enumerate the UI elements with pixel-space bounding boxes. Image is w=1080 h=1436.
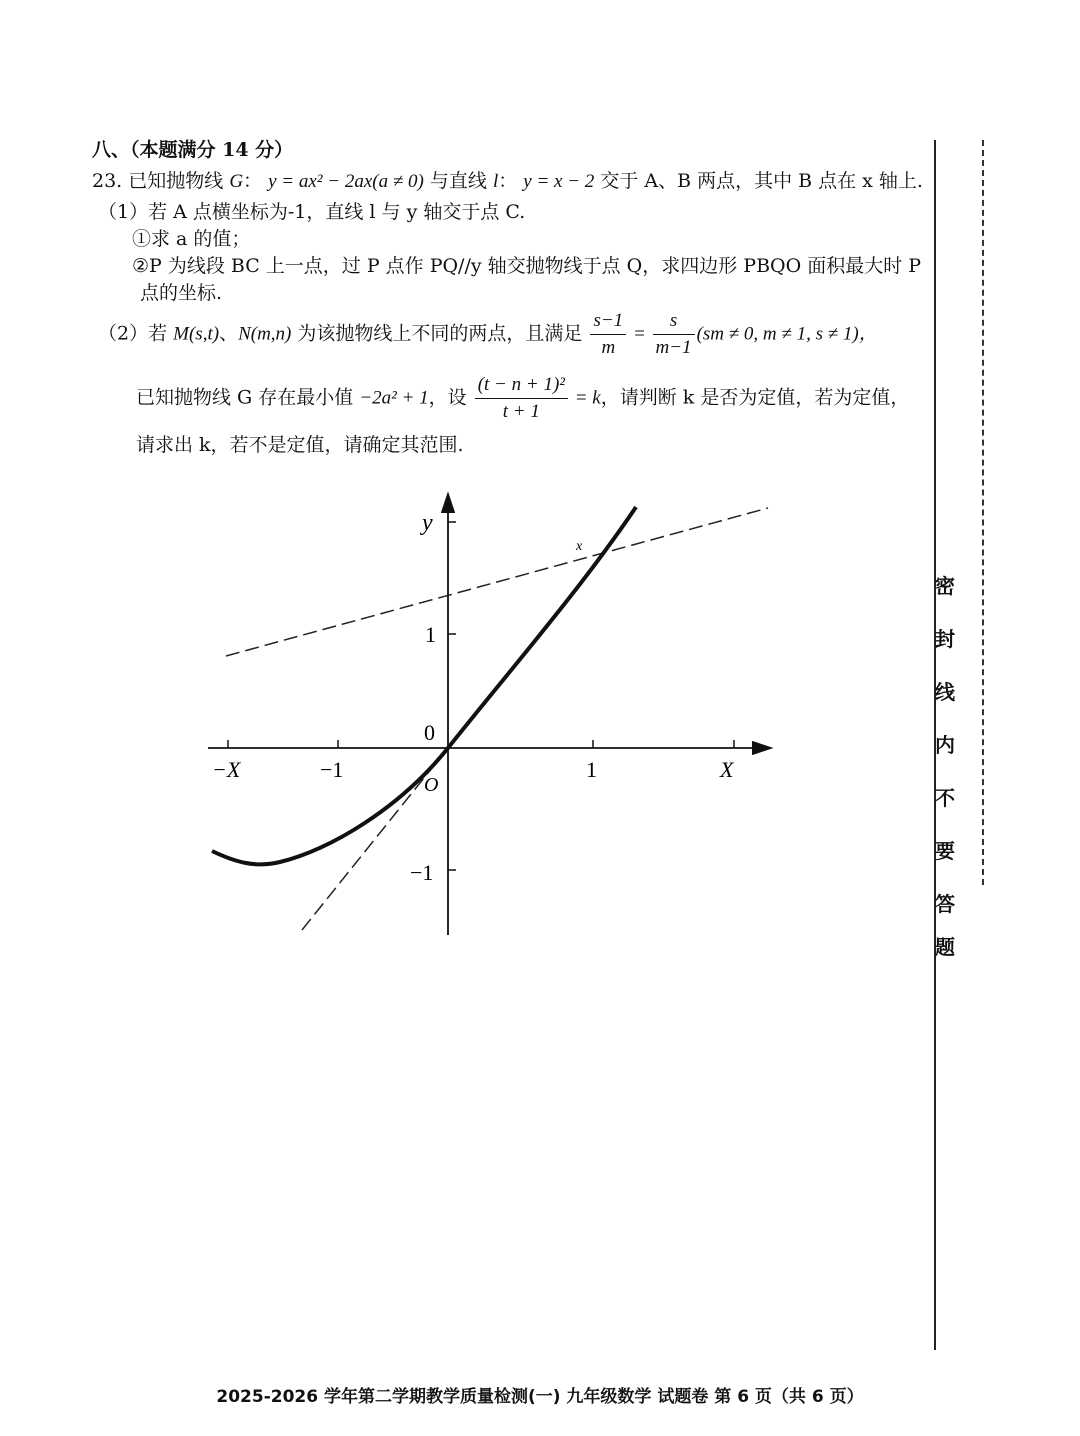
point-M: M(s,t) xyxy=(173,323,220,345)
page-footer: 2025-2026 学年第二学期教学质量检测(一) 九年级数学 试题卷 第 6 页（共 6 页） xyxy=(216,1387,864,1407)
origin-label: O xyxy=(424,774,439,796)
y-tick-label-0: 0 xyxy=(424,720,435,745)
part1-question1: ①求 a 的值； xyxy=(132,228,251,250)
tick-label-neg1: −1 xyxy=(320,757,344,782)
seal-char-2: 封 xyxy=(935,627,955,651)
parabola-name: G xyxy=(229,171,244,192)
part1-intro: （1）若 A 点横坐标为-1，直线 l 与 y 轴交于点 C. xyxy=(98,201,526,223)
y-axis-label: y xyxy=(422,510,433,536)
parabola-equation: y = ax² − 2ax(a ≠ 0) xyxy=(268,171,424,192)
tick-label-negX: −X xyxy=(212,757,241,782)
part1-question2-line1: ②P 为线段 BC 上一点，过 P 点作 PQ//y 轴交抛物线于点 Q，求四边形 PBQO 面积最大时 P xyxy=(132,255,922,277)
section-header: 八、（本题满分 14 分） xyxy=(92,139,294,161)
stem-post: 交于 A、B 两点，其中 B 点在 x 轴上. xyxy=(594,170,923,192)
part2-line2-mid: ，设 xyxy=(428,386,473,409)
part1-question2-line2: 点的坐标. xyxy=(140,282,223,304)
seal-char-4: 内 xyxy=(935,733,955,757)
dashed-line-upper xyxy=(226,508,768,656)
equals-k: = k xyxy=(569,387,601,409)
fraction-k: $\frac{\text{(t − n + 1)²}}{t + 1}$ xyxy=(475,372,568,425)
part2-line2-pre: 已知抛物线 G 存在最小值 xyxy=(136,386,360,409)
seal-line-dashed xyxy=(982,140,984,885)
seal-char-7: 答 xyxy=(935,892,955,916)
stem-mid: 与直线 xyxy=(423,170,493,192)
min-value: −2a² + 1 xyxy=(359,387,429,409)
part2-line2-post: ，请判断 k 是否为定值，若为定值， xyxy=(600,386,910,409)
fraction-1: $\frac{s-1}{m}$ xyxy=(590,308,626,361)
line-equation: y = x − 2 xyxy=(523,171,595,192)
y-tick-label-neg1: −1 xyxy=(410,860,434,885)
seal-char-8: 题 xyxy=(935,935,955,959)
x-axis-label: X xyxy=(720,757,734,782)
intersection-mark: x xyxy=(576,539,583,554)
tick-label-1: 1 xyxy=(586,757,597,782)
thick-curve xyxy=(212,507,636,864)
stem-colon-2: ： xyxy=(498,170,518,192)
seal-char-5: 不 xyxy=(935,786,955,810)
seal-char-6: 要 xyxy=(935,839,955,863)
part2-sep: 、 xyxy=(219,322,239,345)
stem-colon: ： xyxy=(243,170,263,192)
part2-line3: 请求出 k，若不是定值，请确定其范围. xyxy=(136,434,464,456)
line-name: l xyxy=(492,171,499,192)
part2-prefix: （2）若 xyxy=(98,322,174,345)
stem-pre: 已知抛物线 xyxy=(128,170,230,192)
y-tick-label-1: 1 xyxy=(425,622,436,647)
equals-sign: = xyxy=(628,323,651,345)
part2-condition: (sm ≠ 0, m ≠ 1, s ≠ 1)， xyxy=(696,323,878,345)
seal-char-3: 线 xyxy=(935,680,955,704)
part2-mid: 为该抛物线上不同的两点，且满足 xyxy=(291,322,589,345)
problem-number: 23. xyxy=(92,170,123,192)
seal-char-1: 密 xyxy=(935,574,955,598)
fraction-2: $\frac{s}{m-1}$ xyxy=(653,308,695,361)
point-N: N(m,n) xyxy=(238,323,292,345)
